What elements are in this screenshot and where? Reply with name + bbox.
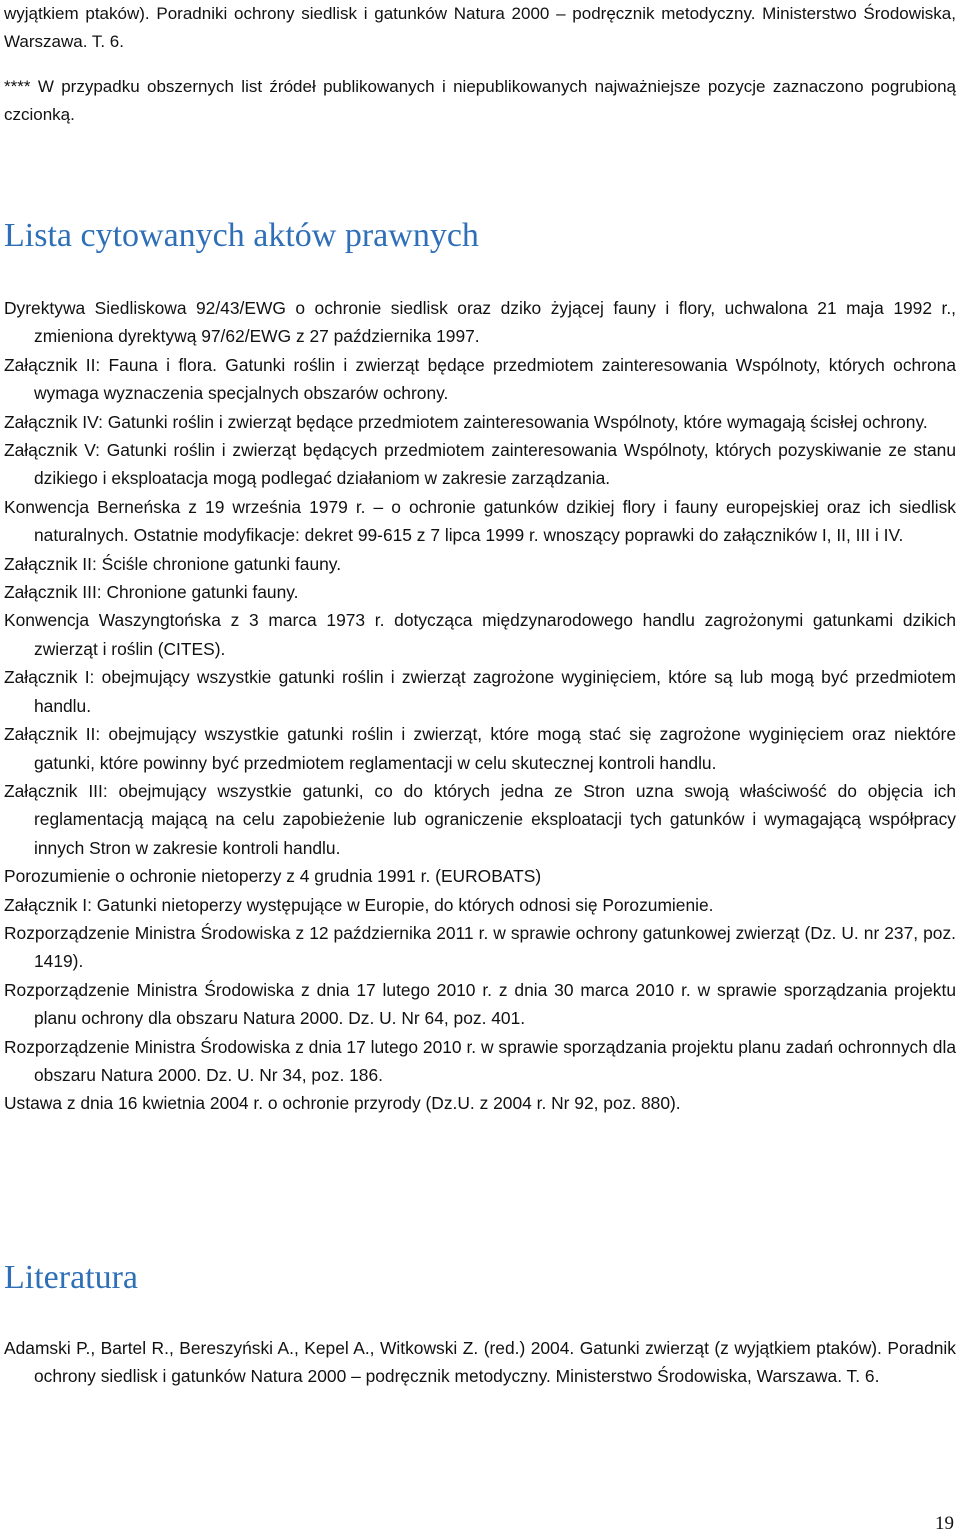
legal-act-entry: Załącznik II: Ściśle chronione gatunki fauny. <box>4 553 342 574</box>
section-title-legal-acts: Lista cytowanych aktów prawnych <box>4 217 479 254</box>
legal-act-entry: Załącznik II: obejmujący wszystkie gatunki roślin i zwierząt, które mogą stać się zagrożone wyginięciem oraz niektóre gatunki, które powinny być przedmiotem reglamentacji w celu skutecznej kontroli handlu. <box>4 724 956 773</box>
legal-act-entry: Załącznik III: obejmujący wszystkie gatunki, co do których jedna ze Stron uzna swoją właściwość do objęcia ich reglamentacją mającą na celu zapobieżenie lub ograniczenie eksploatacji tych gatunków i wymagającą współpracy innych Stron w zakresie kontroli handlu. <box>4 780 956 858</box>
legal-act-entry: Rozporządzenie Ministra Środowiska z 12 października 2011 r. w sprawie ochrony gatunkowej zwierząt (Dz. U. nr 237, poz. 1419). <box>4 922 956 972</box>
legal-act-entry: Załącznik V: Gatunki roślin i zwierząt będących przedmiotem zainteresowania Wspólnoty, których pozyskiwanie ze stanu dzikiego i eksploatacja mogą podlegać działaniom w zakresie zarządzania. <box>4 440 956 489</box>
section-title-literature: Literatura <box>4 1259 139 1296</box>
footnote-text: **** W przypadku obszernych list źródeł publikowanych i niepublikowanych najważniejsze pozycje zaznaczono pogrubioną czcionką. <box>4 77 956 124</box>
legal-act-entry: Dyrektywa Siedliskowa 92/43/EWG o ochronie siedlisk oraz dziko żyjącej fauny i flory, uchwalona 21 maja 1992 r., zmieniona dyrektywą 97/62/EWG z 27 października 1997. <box>4 298 956 347</box>
legal-act-entry: Załącznik IV: Gatunki roślin i zwierząt będące przedmiotem zainteresowania Wspólnoty, które wymagają ścisłej ochrony. <box>4 411 928 432</box>
legal-act-entry: Rozporządzenie Ministra Środowiska z dnia 17 lutego 2010 r. z dnia 30 marca 2010 r. w sprawie sporządzania projektu planu ochrony dla obszaru Natura 2000. Dz. U. Nr 64, poz. 401. <box>4 979 956 1029</box>
legal-act-entry: Porozumienie o ochronie nietoperzy z 4 grudnia 1991 r. (EUROBATS) <box>4 866 542 887</box>
legal-act-entry: Załącznik III: Chronione gatunki fauny. <box>4 582 299 603</box>
reference-continuation-text: wyjątkiem ptaków). Poradniki ochrony siedlisk i gatunków Natura 2000 – podręcznik metodyczny. Ministerstwo Środowiska, Warszawa. T. 6. <box>4 4 956 51</box>
legal-act-entry: Konwencja Berneńska z 19 września 1979 r. – o ochronie gatunków dzikiej flory i fauny europejskiej oraz ich siedlisk naturalnych. Ostatnie modyfikacje: dekret 99-615 z 7 lipca 1999 r. wnoszący poprawki do załączników I, II, III i IV. <box>4 496 956 546</box>
legal-act-entry: Załącznik II: Fauna i flora. Gatunki roślin i zwierząt będące przedmiotem zainteresowania Wspólnoty, których ochrona wymaga wyznaczenia specjalnych obszarów ochrony. <box>4 354 956 404</box>
legal-acts-list <box>4 294 956 1118</box>
legal-act-entry: Załącznik I: obejmujący wszystkie gatunki roślin i zwierząt zagrożone wyginięciem, które są lub mogą być przedmiotem handlu. <box>4 667 956 716</box>
literature-entry: Adamski P., Bartel R., Bereszyński A., Kepel A., Witkowski Z. (red.) 2004. Gatunki zwierząt (z wyjątkiem ptaków). Poradnik ochrony siedlisk i gatunków Natura 2000 – podręcznik metodyczny. Ministerstwo Środowiska, Warszawa. T. 6. <box>4 1338 956 1387</box>
literature-list <box>4 1334 956 1391</box>
legal-act-entry: Ustawa z dnia 16 kwietnia 2004 r. o ochronie przyrody (Dz.U. z 2004 r. Nr 92, poz. 880). <box>4 1093 681 1114</box>
legal-act-entry: Załącznik I: Gatunki nietoperzy występujące w Europie, do których odnosi się Porozumienie. <box>4 894 714 915</box>
legal-act-entry: Konwencja Waszyngtońska z 3 marca 1973 r. dotycząca międzynarodowego handlu zagrożonymi gatunkami dzikich zwierząt i roślin (CITES). <box>4 610 956 659</box>
previous-reference-continuation <box>4 0 956 129</box>
legal-act-entry: Rozporządzenie Ministra Środowiska z dnia 17 lutego 2010 r. w sprawie sporządzania projektu planu zadań ochronnych dla obszaru Natura 2000. Dz. U. Nr 34, poz. 186. <box>4 1036 956 1085</box>
page-number: 19 <box>935 1513 954 1534</box>
